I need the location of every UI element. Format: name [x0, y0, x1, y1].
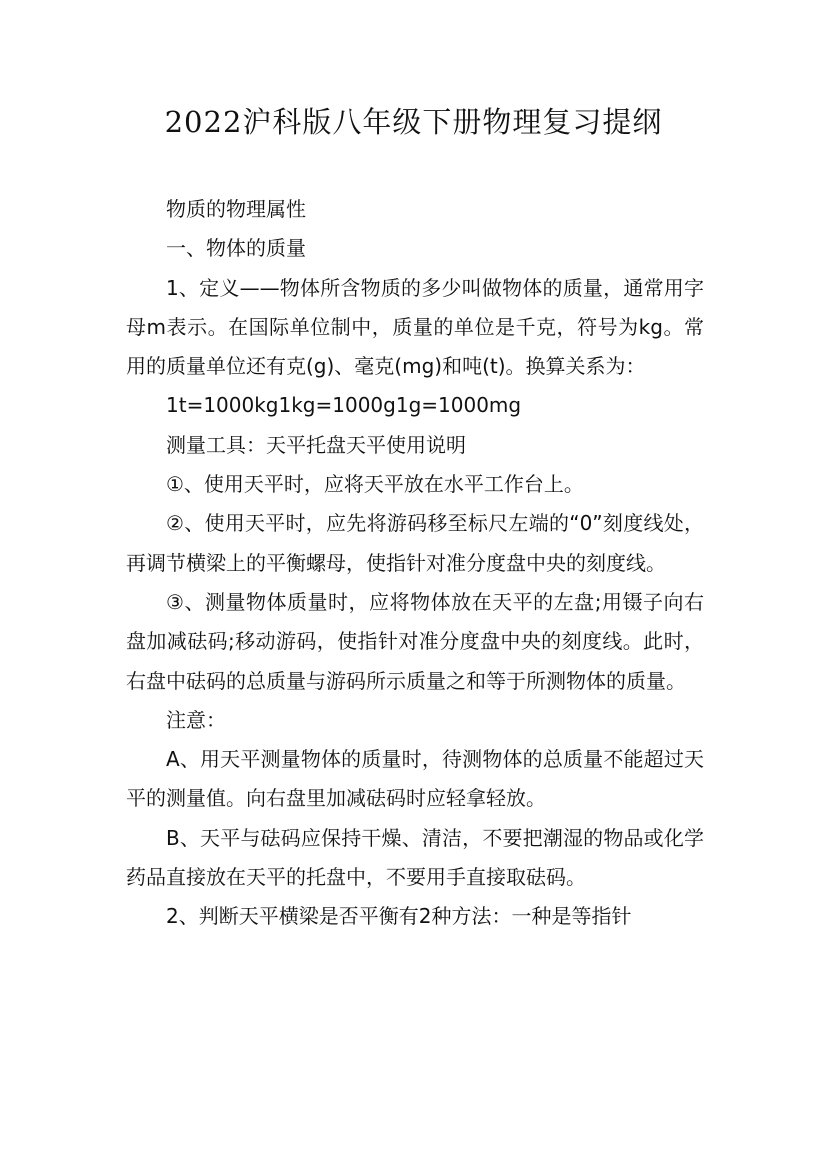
paragraph-step-3: ③、测量物体质量时，应将物体放在天平的左盘;用镊子向右盘加减砝码;移动游码，使指针对准分度盘中央的刻度线。此时，右盘中砝码的总质量与游码所示质量之和等于所测物体的质量。 [126, 589, 704, 693]
document-title: 2022沪科版八年级下册物理复习提纲 [164, 105, 663, 139]
paragraph-definition: 1、定义——物体所含物质的多少叫做物体的质量，通常用字母m表示。在国际单位制中，质量的单位是千克，符号为kg。常用的质量单位还有克(g)、毫克(mg)和吨(t)。换算关系为： [126, 275, 704, 379]
subsection-heading: 一、物体的质量 [166, 236, 306, 261]
paragraph-unit-conversion: 1t=1000kg1kg=1000g1g=1000mg [166, 393, 522, 418]
document-body [126, 190, 704, 937]
paragraph-balance-check: 2、判断天平横梁是否平衡有2种方法：一种是等指针 [166, 904, 632, 929]
paragraph-step-1: ①、使用天平时，应将天平放在水平工作台上。 [166, 472, 584, 497]
paragraph-note-a: A、用天平测量物体的质量时，待测物体的总质量不能超过天平的测量值。向右盘里加减砝码时应轻拿轻放。 [126, 747, 704, 811]
paragraph-notes-heading: 注意： [166, 707, 226, 732]
paragraph-step-2: ②、使用天平时，应先将游码移至标尺左端的“0”刻度线处，再调节横梁上的平衡螺母，使指针对准分度盘中央的刻度线。 [126, 511, 704, 575]
paragraph-measuring-tool: 测量工具：天平托盘天平使用说明 [166, 432, 466, 457]
paragraph-note-b: B、天平与砝码应保持干燥、清洁，不要把潮湿的物品或化学药品直接放在天平的托盘中，不要用手直接取砝码。 [126, 825, 704, 890]
section-heading: 物质的物理属性 [166, 197, 306, 221]
